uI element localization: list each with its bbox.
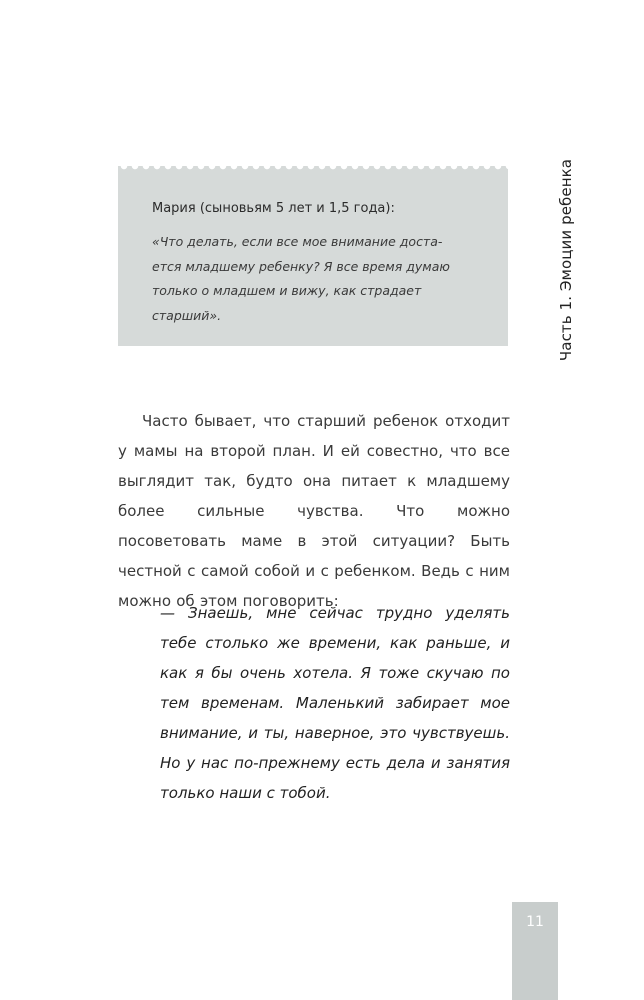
quote-text	[152, 230, 478, 328]
quote-line: только о младшем и вижу, как страдает	[152, 283, 422, 298]
quote-line: старший».	[152, 307, 222, 323]
dialogue-paragraph: — Знаешь, мне сейчас трудно уделять тебе столько же времени, как раньше, и как я бы очень хотела. Я тоже скучаю по тем временам. Маленький забирает мое внимание, и ты, наверное, это чувствуешь. Но у нас по-прежнему есть дела и занятия только наши с тобой.	[160, 604, 510, 802]
page-number: 11	[526, 914, 544, 930]
body-paragraph: Часто бывает, что старший ребенок отходит у мамы на второй план. И ей совестно, что все выглядит так, будто она питает к младшему более сильные чувства. Что можно посоветовать маме в этой ситуации? Быть честной с самой собой и с ребенком. Ведь с ним можно об этом поговорить:	[118, 412, 510, 610]
quote-line: ется младшему ребенку? Я все время думаю	[152, 258, 450, 274]
quote-line: «Что делать, если все мое внимание доста-	[152, 234, 443, 249]
chapter-title-text: Часть 1. Эмоции ребенка	[557, 158, 575, 362]
quote-author: Мария (сыновьям 5 лет и 1,5 года):	[152, 201, 395, 216]
quote-box	[118, 166, 508, 346]
chapter-title	[556, 158, 576, 362]
page-number-tab	[512, 902, 558, 1000]
